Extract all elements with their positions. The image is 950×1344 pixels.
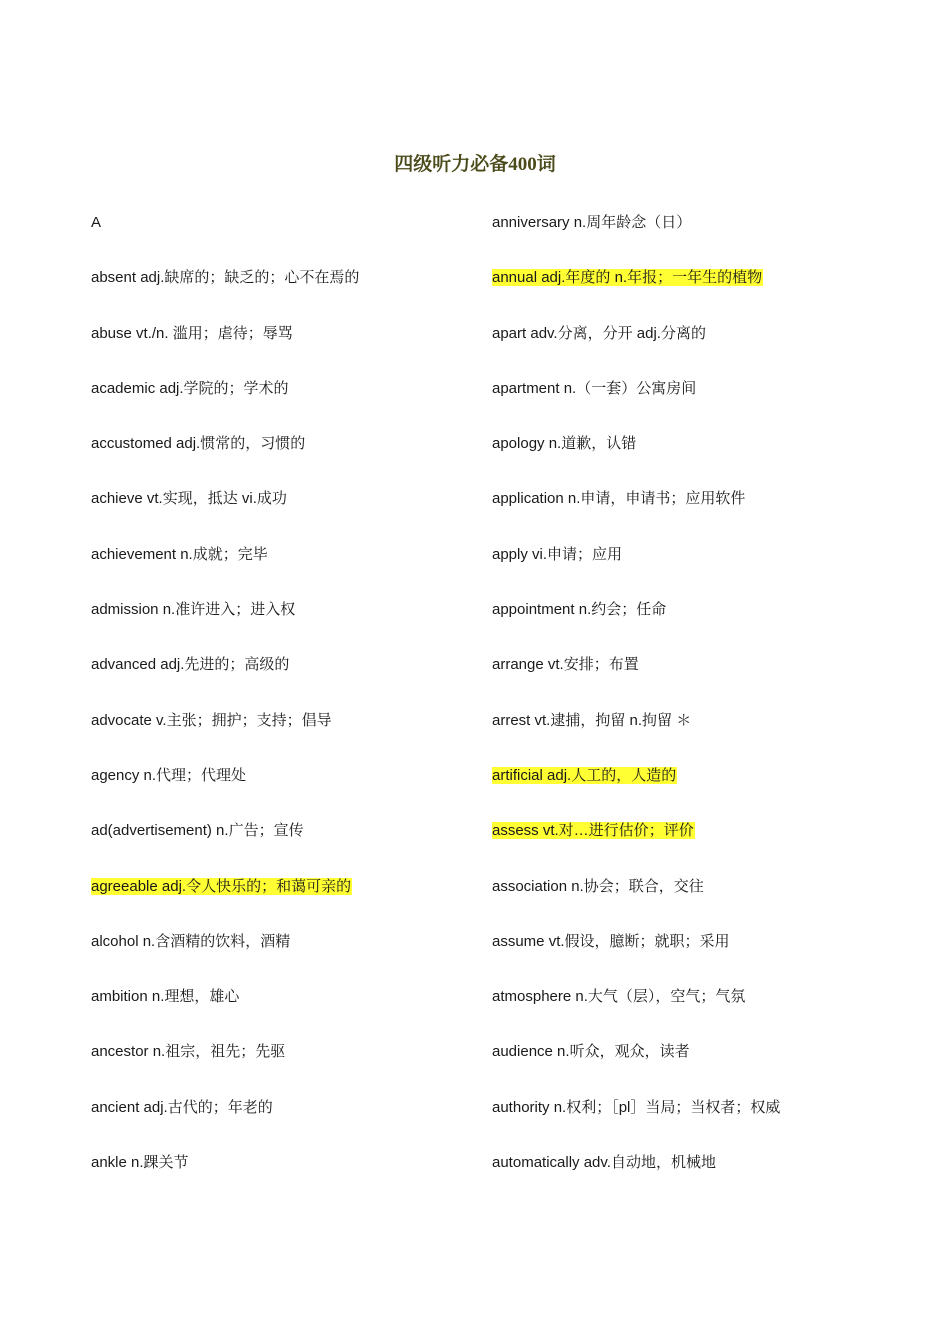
vocab-entry xyxy=(91,210,491,265)
vocab-entry xyxy=(91,321,491,376)
vocab-entry-text: advanced adj.先进的；高级的 xyxy=(91,656,290,674)
vocab-entry xyxy=(91,597,491,652)
vocab-entry-text: agency n.代理；代理处 xyxy=(91,766,247,784)
vocab-entry xyxy=(492,542,892,597)
vocab-entry-text: admission n.准许进入；进入权 xyxy=(91,601,296,619)
vocab-entry-text: achievement n.成就；完毕 xyxy=(91,545,268,563)
vocab-entry-text: automatically adv.自动地，机械地 xyxy=(492,1154,716,1172)
vocab-entry-text: application n.申请，申请书；应用软件 xyxy=(492,490,746,508)
vocab-entry-highlighted xyxy=(91,874,491,929)
vocab-entry-text: arrange vt.安排；布置 xyxy=(492,656,639,674)
vocab-entry-highlighted xyxy=(492,763,892,818)
vocab-entry-text: atmosphere n.大气（层），空气；气氛 xyxy=(492,988,746,1006)
vocab-entry-text: apartment n.（一套）公寓房间 xyxy=(492,379,697,397)
vocab-entry-highlighted xyxy=(492,818,892,873)
vocab-entry xyxy=(91,486,491,541)
vocab-entry-text: annual adj.年度的 n.年报；一年生的植物 xyxy=(492,269,763,287)
left-column xyxy=(91,210,491,1205)
vocab-entry-text: abuse vt./n. 滥用；虐待；辱骂 xyxy=(91,324,293,342)
vocab-entry-text: appointment n.约会；任命 xyxy=(492,601,667,619)
vocab-entry xyxy=(91,984,491,1039)
vocab-entry-text: assume vt.假设，臆断；就职；采用 xyxy=(492,932,730,950)
vocab-entry-text: ankle n.踝关节 xyxy=(91,1154,189,1172)
vocab-entry xyxy=(492,652,892,707)
vocab-entry-text: achieve vt.实现，抵达 vi.成功 xyxy=(91,490,287,508)
vocab-entry-highlighted xyxy=(492,265,892,320)
vocab-entry xyxy=(492,1039,892,1094)
vocab-entry-text: A xyxy=(91,214,102,231)
vocab-entry xyxy=(91,818,491,873)
vocab-entry xyxy=(91,1095,491,1150)
vocab-entry xyxy=(91,265,491,320)
vocab-entry xyxy=(492,1150,892,1205)
vocab-entry xyxy=(91,1150,491,1205)
vocab-entry-text: alcohol n.含酒精的饮料，酒精 xyxy=(91,932,291,950)
vocab-entry-text: ad(advertisement) n.广告；宣传 xyxy=(91,822,304,840)
vocab-entry-text: ancestor n.祖宗，祖先；先驱 xyxy=(91,1043,286,1061)
vocab-entry xyxy=(91,708,491,763)
vocab-entry xyxy=(492,929,892,984)
vocab-entry xyxy=(492,486,892,541)
vocab-entry-text: authority n.权利；［pl］当局；当权者；权威 xyxy=(492,1098,781,1116)
vocab-entry xyxy=(91,431,491,486)
vocab-entry-text: ancient adj.古代的；年老的 xyxy=(91,1098,273,1116)
vocab-entry-text: association n.协会；联合，交往 xyxy=(492,877,704,895)
vocab-entry-text: apply vi.申请；应用 xyxy=(492,545,623,563)
vocab-entry-text: absent adj.缺席的；缺乏的；心不在焉的 xyxy=(91,269,360,287)
vocab-entry xyxy=(492,321,892,376)
vocab-entry xyxy=(492,984,892,1039)
vocab-entry-text: agreeable adj.令人快乐的；和蔼可亲的 xyxy=(91,877,352,895)
vocab-entry-text: ambition n.理想，雄心 xyxy=(91,988,240,1006)
vocab-entry-text: apology n.道歉，认错 xyxy=(492,435,637,453)
vocab-entry xyxy=(492,708,892,763)
vocab-entry xyxy=(91,763,491,818)
vocab-entry xyxy=(492,597,892,652)
vocab-entry xyxy=(492,874,892,929)
vocab-entry xyxy=(492,1095,892,1150)
vocab-entry-text: assess vt.对…进行估价；评价 xyxy=(492,822,694,840)
vocab-entry-text: apart adv.分离，分开 adj.分离的 xyxy=(492,324,706,342)
right-column xyxy=(492,210,892,1205)
vocab-entry xyxy=(91,542,491,597)
vocab-entry-text: arrest vt.逮捕，拘留 n.拘留 ＊ xyxy=(492,711,692,729)
vocab-entry-text: advocate v.主张；拥护；支持；倡导 xyxy=(91,711,332,729)
vocab-entry xyxy=(91,376,491,431)
vocab-entry xyxy=(492,431,892,486)
vocab-entry xyxy=(91,1039,491,1094)
vocab-entry xyxy=(91,929,491,984)
vocab-entry xyxy=(492,376,892,431)
page-title: 四级听力必备400词 xyxy=(394,154,556,175)
vocab-entry-text: audience n.听众，观众，读者 xyxy=(492,1043,690,1061)
vocab-entry xyxy=(91,652,491,707)
vocab-entry-text: academic adj.学院的；学术的 xyxy=(91,379,289,397)
vocab-entry-text: artificial adj.人工的，人造的 xyxy=(492,766,677,784)
vocab-entry-text: accustomed adj.惯常的，习惯的 xyxy=(91,435,306,453)
vocab-entry xyxy=(492,210,892,265)
vocab-entry-text: anniversary n.周年龄念（日） xyxy=(492,214,692,231)
